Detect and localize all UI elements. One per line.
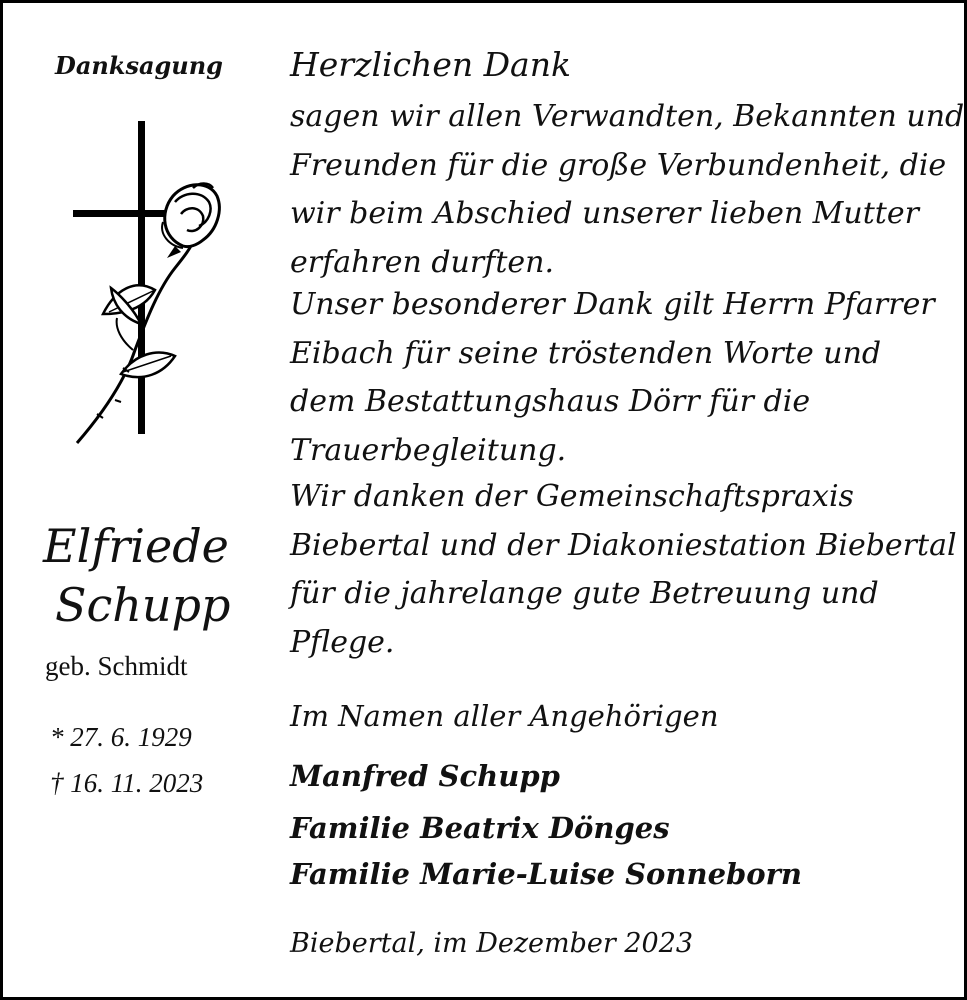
paragraph-line: Freunden für die große Verbundenheit, die [290, 147, 947, 183]
paragraph-line: dem Bestattungshaus Dörr für die [290, 384, 811, 419]
pastor-thanks-paragraph [290, 281, 935, 475]
birth-date: * 27. 6. 1929 [50, 722, 192, 752]
thanks-title: Herzlichen Dank [290, 45, 571, 84]
paragraph-line: Biebertal und der Diakoniestation Biebertal [290, 527, 957, 563]
deceased-first-name: Elfriede [43, 519, 229, 573]
notice-type-heading: Danksagung [55, 51, 223, 80]
signer-name: Manfred Schupp [290, 759, 560, 793]
cross-with-rose-icon [63, 118, 233, 453]
paragraph-line: Unser besonderer Dank gilt Herrn Pfarrer [290, 287, 935, 322]
right-column [290, 3, 965, 997]
signer-name: Familie Marie-Luise Sonneborn [290, 857, 803, 891]
paragraph-line: erfahren durften. [290, 244, 554, 280]
left-column [3, 3, 273, 997]
paragraph-line: sagen wir allen Verwandten, Bekannten und [290, 99, 965, 134]
paragraph-line: Eibach für seine tröstenden Worte und [290, 335, 882, 371]
signer-name: Familie Beatrix Dönges [290, 811, 670, 845]
care-thanks-paragraph [290, 473, 957, 667]
deceased-last-name: Schupp [55, 578, 231, 632]
paragraph-line: Trauerbegleitung. [290, 432, 567, 468]
paragraph-line: für die jahrelange gute Betreuung und [290, 576, 879, 611]
maiden-name: geb. Schmidt [45, 651, 188, 681]
paragraph-line: wir beim Abschied unserer lieben Mutter [290, 196, 919, 231]
thanks-paragraph [290, 93, 964, 287]
death-date: † 16. 11. 2023 [50, 768, 204, 798]
closing-line: Im Namen aller Angehörigen [290, 699, 719, 733]
place-and-date: Biebertal, im Dezember 2023 [290, 928, 694, 959]
paragraph-line: Wir danken der Gemeinschaftspraxis [290, 479, 854, 514]
paragraph-line: Pflege. [290, 624, 395, 660]
